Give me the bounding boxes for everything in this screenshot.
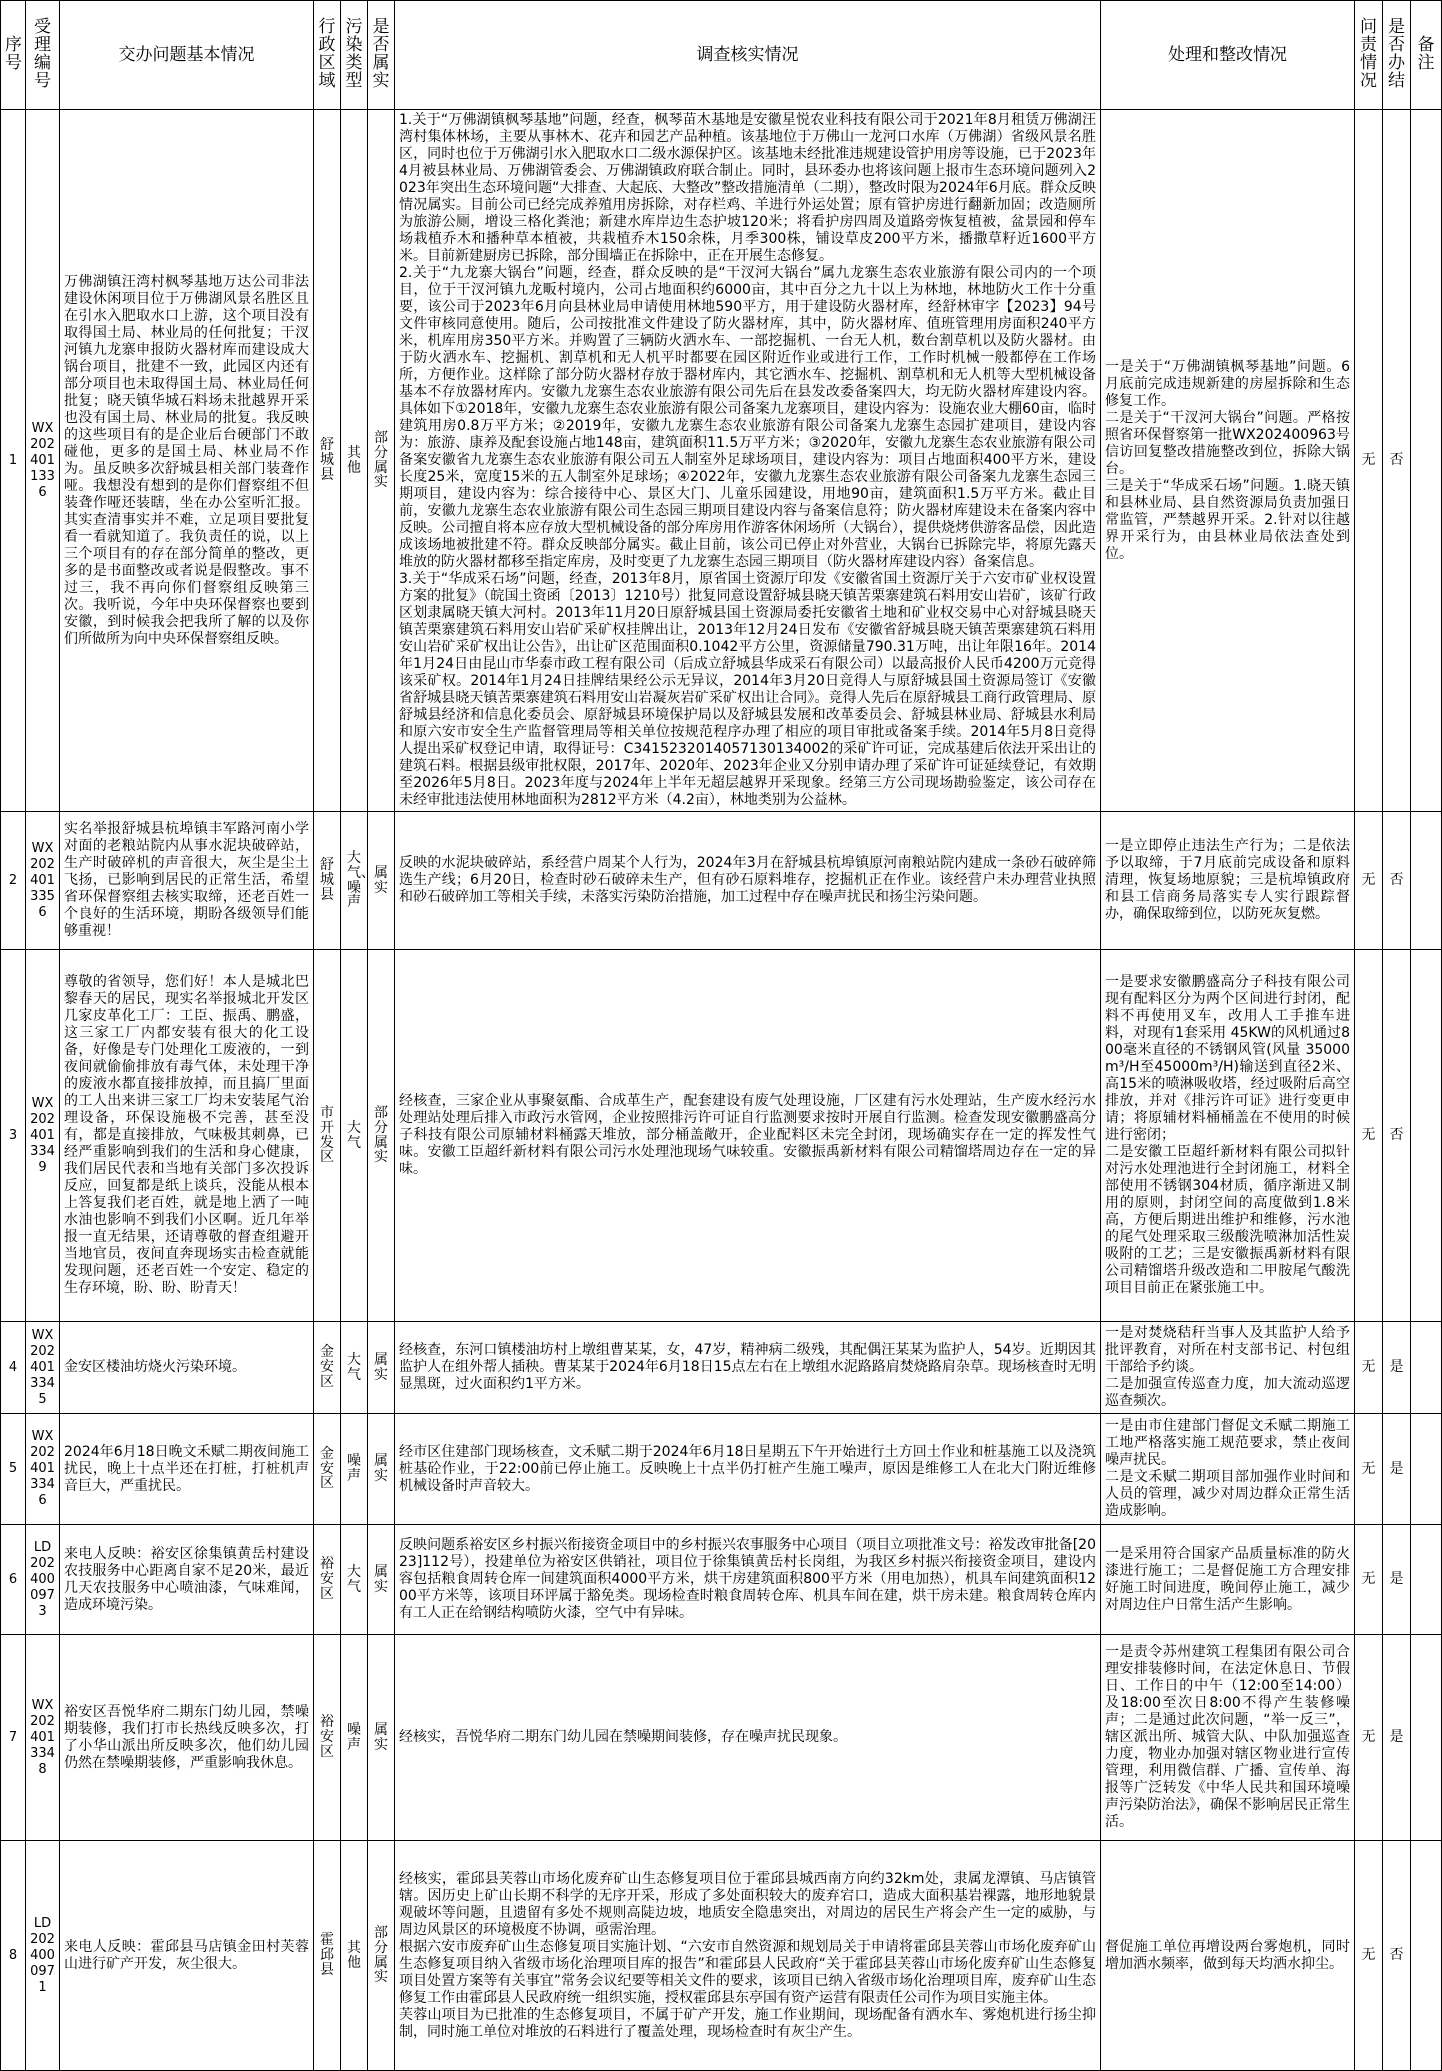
row-investigation: 经核查，三家企业从事聚氨酯、合成革生产，配套建设有废气处理设施，厂区建有污水处理站，生产废水经污水处理站处理后排入市政污水管网，企业按照排污许可证自行监测要求按时开展自行监测。检查发现安徽鹏盛高分子科技有限公司原辅材料桶露天堆放，部分桶盖敞开，企业配料区未完全封闭，现场确实存在一定的挥发性气味。安徽工臣超纤新材料有限公司污水处理池现场气味较重。安徽振禹新材料有限公司精馏塔周边存在一定的异味。 [395, 950, 1101, 1322]
row-code: WX2024013345 [26, 1322, 60, 1414]
row-district: 裕安区 [314, 1635, 341, 1841]
row-code: LD2024000973 [26, 1525, 60, 1635]
row-district: 霍邱县 [314, 1841, 341, 2071]
row-pollution: 大气 [341, 1525, 368, 1635]
row-closed: 否 [1383, 812, 1411, 950]
row-handling: 一是要求安徽鹏盛高分子科技有限公司现有配料区分为两个区间进行封闭，配料不再使用叉车，改用人工手推车进料，对现有1套采用 45KW的风机通过800毫米直径的不锈钢风管(风量 35000m³/H至45000m³/H)输送到直径2米、高15米的喷淋吸收塔，经过吸附后高空排放，并对《排污许可证》进行变更申请；将原辅材料桶桶盖在不使用的时候进行密闭； 二是安徽工臣超纤新材料有限公司拟针对污水处理池进行全封闭施工，材料全部使用不锈钢304材质，循序渐进又制用的原则，封闭空间的高度做到1.8米高，方便后期进出维护和维修，污水池的尾气处理采取三级酸洗喷淋加活性炭吸附的工艺；三是安徽振禹新材料有限公司精馏塔升级改造和二甲胺尾气酸洗项目目前正在紧张施工中。 [1101, 950, 1355, 1322]
row-code: WX2024011336 [26, 110, 60, 812]
row-remarks [1411, 812, 1442, 950]
row-pollution: 其他 [341, 110, 368, 812]
row-pollution: 其他 [341, 1841, 368, 2071]
row-handling: 一是采用符合国家产品质量标准的防火漆进行施工；二是督促施工方合理安排好施工时间进度，晚间停止施工，减少对周边住户日常生活产生影响。 [1101, 1525, 1355, 1635]
row-basic: 裕安区吾悦华府二期东门幼儿园，禁噪期装修，我们打市长热线反映多次，打了小华山派出所反映多次，他们幼儿园仍然在禁噪期装修，严重影响我休息。 [60, 1635, 314, 1841]
row-investigation: 1.关于“万佛湖镇枫琴基地”问题，经查，枫琴苗木基地是安徽星悦农业科技有限公司于2021年8月租赁万佛湖汪湾村集体林场，主要从事林木、花卉和园艺产品种植。该基地位于万佛山一龙河口水库（万佛湖）省级风景名胜区，同时也位于万佛湖引水入肥取水口二级水源保护区。该基地未经批准违规建设管护用房等设施，已于2023年4月被县林业局、万佛湖管委会、万佛湖镇政府联合制止。同时，县环委办也将该问题上报市生态环境问题列入2023年突出生态环境问题“大排查、大起底、大整改”整改措施清单（二期），整改时限为2024年6月底。群众反映情况属实。目前公司已经完成养殖用房拆除，对存栏鸡、羊进行外运处置；原有管护房进行翻新加固；改造厕所为旅游公厕，增设三格化粪池；新建水库岸边生态护坡120米；将看护房四周及道路旁恢复植被，盆景园和停车场栽植乔木和播种草本植被，共栽植乔木150余株，月季300株，铺设草皮200平方米，播撒草籽近1600平方米。目前新建厨房已拆除，部分围墙正在拆除中，正在开展生态修复。 2.关于“九龙寨大锅台”问题，经查，群众反映的是“干汊河大锅台”属九龙寨生态农业旅游有限公司内的一个项目，位于干汊河镇九龙畈村境内，公司占地面积约6000亩，其中百分之九十以上为林地，林地防火工作十分重要，该公司于2023年6月向县林业局申请使用林地590平方，用于建设防火器材库，经舒林审字【2023】94号文件审核同意使用。随后，公司按批准文件建设了防火器材库，其中，防火器材库、值班管理用房面积240平方米，机库用房350平方米。并购置了三辆防火洒水车、一部挖掘机、一台无人机，数台割草机以及防火器材。由于防火洒水车、挖掘机、割草机和无人机平时都要在园区附近作业或进行工作，工作时机械一般都停在工作场所，方便作业。这样除了部分防火器材存放于器材库内，其它洒水车、挖掘机、割草机和无人机等大型机械设备基本不存放器材库内。安徽九龙寨生态农业旅游有限公司先后在县发改委备案四大，均无防火器材库建设内容。具体如下①2018年，安徽九龙寨生态农业旅游有限公司备案九龙寨项目，建设内容为：设施农业大棚60亩，临时建筑用房0.8万平方米；②2019年，安徽九龙寨生态农业旅游有限公司备案九龙寨生态园扩建项目，建设内容为：旅游、康养及配套设施占地148亩，建筑面积11.5万平方米；③2020年，安徽九龙寨生态农业旅游有限公司备案安徽省九龙寨生态农业旅游有限公司五人制室外足球场项目，建设内容为：项目占地面积400平方米，建设长度25米，宽度15米的五人制室外足球场；④2022年，安徽九龙寨生态农业旅游有限公司备案九龙寨生态园三期项目，建设内容为：综合接待中心、景区大门、儿童乐园建设，用地90亩，建筑面积1.5万平方米。截止目前，安徽九龙寨生态农业旅游有限公司生态园三期项目建设内容与备案信息符；防火器材库建设未在备案内容中反映。公司擅自将本应存放大型机械设备的部分库房用作游客休闲场所（大锅台），提供烧烤供游客品偿，因此造成该场地被批建不符。群众反映部分属实。截止目前，该公司已停止对外营业，大锅台已拆除完毕，将原先露天堆放的防火器材都移至指定库房，及时变更了九龙寨生态园三期项目（防火器材库建设内容）备案信息。 3.关于“华成采石场”问题，经查，2013年8月，原省国土资源厅印发《安徽省国土资源厅关于六安市矿业权设置方案的批复》（皖国土资函〔2013〕1210号）批复同意设置舒城县晓天镇苦栗寨建筑石料用安山岩矿，该矿行政区划隶属晓天镇大河村。2013年11月20日原舒城县国土资源局委托安徽省土地和矿业权交易中心对舒城县晓天镇苦栗寨建筑石料用安山岩矿采矿权挂牌出让，2013年12月24日发布《安徽省舒城县晓天镇苦栗寨建筑石料用安山岩矿采矿权出让公告》，出让矿区范围面积0.1042平方公里，资源储量790.31万吨，出让年限16年。2014年1月24日由昆山市华泰市政工程有限公司（后成立舒城县华成采石有限公司）以最高报价人民币4200万元竞得该采矿权。2014年1月24日挂牌结果经公示无异议，2014年3月20日竞得人与原舒城县国土资源局签订《安徽省舒城县晓天镇苦栗寨建筑石料用安山岩凝灰岩矿采矿权出让合同》。竞得人先后在原舒城县工商行政管理局、原舒城县经济和信息化委员会、原舒城县环境保护局以及舒城县发展和改革委员会、舒城县林业局、舒城县水利局和原六安市安全生产监督管理局等相关单位按规范程序办理了相应的项目审批或备案手续。2014年5月8日竞得人提出采矿权登记申请，取得证号：C3415232014057130134002的采矿许可证，完成基建后依法开采出让的建筑石料。根据县级审批权限，2017年、2020年、2023年企业又分别申请办理了采矿许可证延续登记，有效期至2026年5月8日。2023年度与2024年上半年无超层越界开采现象。经第三方公司现场勘验鉴定，该公司存在未经审批违法使用林地面积为2812平方米（4.2亩），林地类别为公益林。 [395, 110, 1101, 812]
table-row [1, 1635, 1442, 1841]
row-pollution: 大气 [341, 1322, 368, 1414]
row-seq: 6 [1, 1525, 26, 1635]
header-pollution: 污染类型 [341, 1, 368, 110]
header-verified: 是否属实 [368, 1, 395, 110]
row-handling: 一是由市住建部门督促文禾赋二期施工工地严格落实施工规范要求，禁止夜间噪声扰民。 二是文禾赋二期项目部加强作业时间和人员的管理，减少对周边群众正常生活造成影响。 [1101, 1414, 1355, 1525]
row-closed: 是 [1383, 1635, 1411, 1841]
row-basic: 万佛湖镇汪湾村枫琴基地万达公司非法建设休闲项目位于万佛湖风景名胜区且在引水入肥取水口上游，这个项目没有取得国土局、林业局的任何批复；干汊河镇九龙寨申报防火器材库而建设成大锅台项目，批建不一致，此园区内还有部分项目也未取得国土局、林业局任何批复；晓天镇华城石料场未批越界开采也没有国土局、林业局的批复。我反映的这些项目有的是企业后台硬部门不敢碰他，更多的是国土局、林业局不作为。虽反映多次舒城县相关部门装聋作哑。我想没有想到的是你们督察组不但装聋作哑还装瞎，坐在办公室听汇报。其实查清事实并不难，立足项目要批复看一看就知道了。我负责任的说，以上三个项目有的存在部分简单的整改，更多的是书面整改或者说是假整改。事不过三，我不再向你们督察组反映第三次。我听说，今年中央环保督察也要到安徽，到时候我会把我所了解的以及你们所做所为向中央环保督察组反映。 [60, 110, 314, 812]
row-closed: 是 [1383, 1414, 1411, 1525]
row-seq: 2 [1, 812, 26, 950]
table-row [1, 1322, 1442, 1414]
row-seq: 5 [1, 1414, 26, 1525]
row-district: 市开发区 [314, 950, 341, 1322]
row-verified: 属实 [368, 812, 395, 950]
row-remarks [1411, 1635, 1442, 1841]
table-row [1, 812, 1442, 950]
row-basic: 金安区楼油坊烧火污染环境。 [60, 1322, 314, 1414]
row-basic: 来电人反映：霍邱县马店镇金田村芙蓉山进行矿产开发，灰尘很大。 [60, 1841, 314, 2071]
row-closed: 是 [1383, 1525, 1411, 1635]
row-handling: 一是关于“万佛湖镇枫琴基地”问题。6月底前完成违规新建的房屋拆除和生态修复工作。 二是关于“干汊河大锅台”问题。严格按照省环保督察第一批WX202400963号信访回复整改措施整改到位，拆除大锅台。 三是关于“华成采石场”问题。1.晓天镇和县林业局、县自然资源局负责加强日常监管，严禁越界开采。2.针对以往越界开采行为，由县林业局依法查处到位。 [1101, 110, 1355, 812]
table-row [1, 1841, 1442, 2071]
row-seq: 8 [1, 1841, 26, 2071]
row-investigation: 反映问题系裕安区乡村振兴衔接资金项目中的乡村振兴农事服务中心项目（项目立项批准文号：裕发改审批备[2023]112号），投建单位为裕安区供销社，项目位于徐集镇黄岳村长岗组，为我区乡村振兴衔接资金项目，建设内容包括粮食周转仓库一间建筑面积4000平方米，烘干房建筑面积800平方米（用电加热），机具车间建筑面积1200平方米等，该项目环评属于豁免类。现场检查时粮食周转仓库、机具车间在建，烘干房未建。粮食周转仓库内有工人正在给钢结构喷防火漆，空气中有异味。 [395, 1525, 1101, 1635]
row-investigation: 经核实，霍邱县芙蓉山市场化废弃矿山生态修复项目位于霍邱县城西南方向约32km处，隶属龙潭镇、马店镇管辖。因历史上矿山长期不科学的无序开采，形成了多处面积较大的废弃宕口，造成大面积基岩裸露，地形地貌景观破坏等问题，且遗留有多处不规则高陡边坡，地质安全隐患突出，对周边的居民生产将会产生一定的威胁，与周边风景区的环境极度不协调，亟需治理。 根据六安市废弃矿山生态修复项目实施计划、“六安市自然资源和规划局关于申请将霍邱县芙蓉山市场化废弃矿山生态修复项目纳入省级市场化治理项目库的报告”和霍邱县人民政府“关于霍邱县芙蓉山市场化废弃矿山生态修复项目处置方案等有关事宜”常务会议纪要等相关文件的要求，该项目已纳入省级市场化治理项目库，废弃矿山生态修复工作由霍邱县人民政府统一组织实施，授权霍邱县东亭国有资产运营有限责任公司作为项目实施主体。 芙蓉山项目为已批准的生态修复项目，不属于矿产开发，施工作业期间，现场配备有洒水车、雾炮机进行扬尘抑制，同时施工单位对堆放的石料进行了覆盖处理，现场检查时有灰尘产生。 [395, 1841, 1101, 2071]
row-code: WX2024013346 [26, 1414, 60, 1525]
header-accountability: 问责情况 [1355, 1, 1383, 110]
row-verified: 部分属实 [368, 110, 395, 812]
row-basic: 尊敬的省领导，您们好！本人是城北巴黎春天的居民，现实名举报城北开发区几家皮革化工厂：工臣、振禹、鹏盛，这三家工厂内都安装有很大的化工设备，好像是专门处理化工废液的，一到夜间就偷偷排放有毒气体，未处理干净的废液水都直接排放掉，而且搞厂里面的工人出来讲三家工厂均未安装尾气治理设备，环保设施极不完善，甚至没有，都是直接排放，气味极其刺鼻，已经严重影响到我们的生活和身心健康，我们居民代表和当地有关部门多次投诉反应，回复都是纸上谈兵，没能从根本上答复我们老百姓，就是地上洒了一吨水油也影响不到我们小区啊。近几年举报一直无结果，还请尊敬的督查组避开当地官员，夜间直奔现场实击检查就能发现问题，还老百姓一个安定、稳定的生存环境，盼、盼、盼青天！ [60, 950, 314, 1322]
row-pollution: 大气 [341, 950, 368, 1322]
row-handling: 一是立即停止违法生产行为；二是依法予以取缔，于7月底前完成设备和原料清理，恢复场地原貌；三是杭埠镇政府和县工信商务局落实专人实行跟踪督办，确保取缔到位，以防死灰复燃。 [1101, 812, 1355, 950]
row-investigation: 反映的水泥块破碎站，系经营户周某个人行为，2024年3月在舒城县杭埠镇原河南粮站院内建成一条砂石破碎筛选生产线；6月20日，检查时砂石破碎未生产，但有砂石原料堆存，挖掘机正在作业。该经营户未办理营业执照和砂石破碎加工等相关手续，未落实污染防治措施，加工过程中存在噪声扰民和扬尘污染问题。 [395, 812, 1101, 950]
row-accountability: 无 [1355, 950, 1383, 1322]
header-remarks: 备注 [1411, 1, 1442, 110]
row-basic: 实名举报舒城县杭埠镇丰军路河南小学对面的老粮站院内从事水泥块破碎站，生产时破碎机的声音很大，灰尘是尘土飞扬，已影响到居民的正常生活，希望省环保督察组去核实取缔，还老百姓一个良好的生活环境，期盼各级领导们能够重视！ [60, 812, 314, 950]
row-district: 舒城县 [314, 812, 341, 950]
row-basic: 2024年6月18日晚文禾赋二期夜间施工扰民，晚上十点半还在打桩，打桩机声音巨大，严重扰民。 [60, 1414, 314, 1525]
row-code: WX2024013349 [26, 950, 60, 1322]
table-row [1, 110, 1442, 812]
header-basic: 交办问题基本情况 [60, 1, 314, 110]
row-pollution: 噪声 [341, 1414, 368, 1525]
row-handling: 督促施工单位再增设两台雾炮机，同时增加洒水频率，做到每天均洒水抑尘。 [1101, 1841, 1355, 2071]
row-accountability: 无 [1355, 1525, 1383, 1635]
row-accountability: 无 [1355, 1414, 1383, 1525]
row-verified: 部分属实 [368, 950, 395, 1322]
row-investigation: 经市区住建部门现场核查，文禾赋二期于2024年6月18日星期五下午开始进行土方回土作业和桩基施工以及浇筑桩基砼作业，于22:00前已停止施工。反映晚上十点半仍打桩产生施工噪声，原因是维修工人在北大门附近维修机械设备时声音较大。 [395, 1414, 1101, 1525]
header-district: 行政区域 [314, 1, 341, 110]
row-seq: 7 [1, 1635, 26, 1841]
row-closed: 否 [1383, 950, 1411, 1322]
row-closed: 否 [1383, 110, 1411, 812]
row-verified: 属实 [368, 1414, 395, 1525]
row-accountability: 无 [1355, 110, 1383, 812]
header-closed: 是否办结 [1383, 1, 1411, 110]
row-basic: 来电人反映：裕安区徐集镇黄岳村建设农技服务中心距离自家不足20米，最近几天农技服务中心喷油漆，气味难闻，造成环境污染。 [60, 1525, 314, 1635]
table-row [1, 1525, 1442, 1635]
row-verified: 属实 [368, 1322, 395, 1414]
row-remarks [1411, 1322, 1442, 1414]
row-pollution: 大气、噪声 [341, 812, 368, 950]
header-investigation: 调查核实情况 [395, 1, 1101, 110]
row-closed: 否 [1383, 1841, 1411, 2071]
row-closed: 是 [1383, 1322, 1411, 1414]
row-remarks [1411, 110, 1442, 812]
header-code: 受理编号 [26, 1, 60, 110]
row-seq: 3 [1, 950, 26, 1322]
row-verified: 属实 [368, 1635, 395, 1841]
row-accountability: 无 [1355, 1635, 1383, 1841]
row-district: 裕安区 [314, 1525, 341, 1635]
table-row [1, 950, 1442, 1322]
row-pollution: 噪声 [341, 1635, 368, 1841]
row-accountability: 无 [1355, 812, 1383, 950]
row-code: WX2024013356 [26, 812, 60, 950]
row-investigation: 经核实，吾悦华府二期东门幼儿园在禁噪期间装修，存在噪声扰民现象。 [395, 1635, 1101, 1841]
row-code: WX2024013348 [26, 1635, 60, 1841]
header-handling: 处理和整改情况 [1101, 1, 1355, 110]
row-district: 舒城县 [314, 110, 341, 812]
row-seq: 1 [1, 110, 26, 812]
header-seq: 序号 [1, 1, 26, 110]
row-investigation: 经核查，东河口镇楼油坊村上墩组曹某某，女，47岁，精神病二级残，其配偶汪某某为监护人，54岁。近期因其监护人在组外帮人插秧。曹某某于2024年6月18日15点左右在上墩组水泥路路肩焚烧路肩杂草。现场核查时无明显黑斑，过火面积约1平方米。 [395, 1322, 1101, 1414]
row-verified: 部分属实 [368, 1841, 395, 2071]
row-code: LD2024000971 [26, 1841, 60, 2071]
header-row [1, 1, 1442, 110]
row-remarks [1411, 1841, 1442, 2071]
row-seq: 4 [1, 1322, 26, 1414]
row-handling: 一是责令苏州建筑工程集团有限公司合理安排装修时间，在法定休息日、节假日、工作日的中午（12:00至14:00）及18:00至次日8:00不得产生装修噪声；二是通过此次问题，“举一反三”，辖区派出所、城管大队、中队加强巡查力度，物业办加强对辖区物业进行宣传管理，利用微信群、广播、宣传单、海报等广泛转发《中华人民共和国环境噪声污染防治法》，确保不影响居民正常生活。 [1101, 1635, 1355, 1841]
row-handling: 一是对焚烧秸秆当事人及其监护人给予批评教育，对所在村支部书记、村包组干部给予约谈。 二是加强宣传巡查力度，加大流动巡逻巡查频次。 [1101, 1322, 1355, 1414]
row-district: 金安区 [314, 1322, 341, 1414]
row-district: 金安区 [314, 1414, 341, 1525]
row-accountability: 无 [1355, 1841, 1383, 2071]
row-accountability: 无 [1355, 1322, 1383, 1414]
row-remarks [1411, 1525, 1442, 1635]
row-remarks [1411, 1414, 1442, 1525]
row-verified: 属实 [368, 1525, 395, 1635]
table-row [1, 1414, 1442, 1525]
row-remarks [1411, 950, 1442, 1322]
